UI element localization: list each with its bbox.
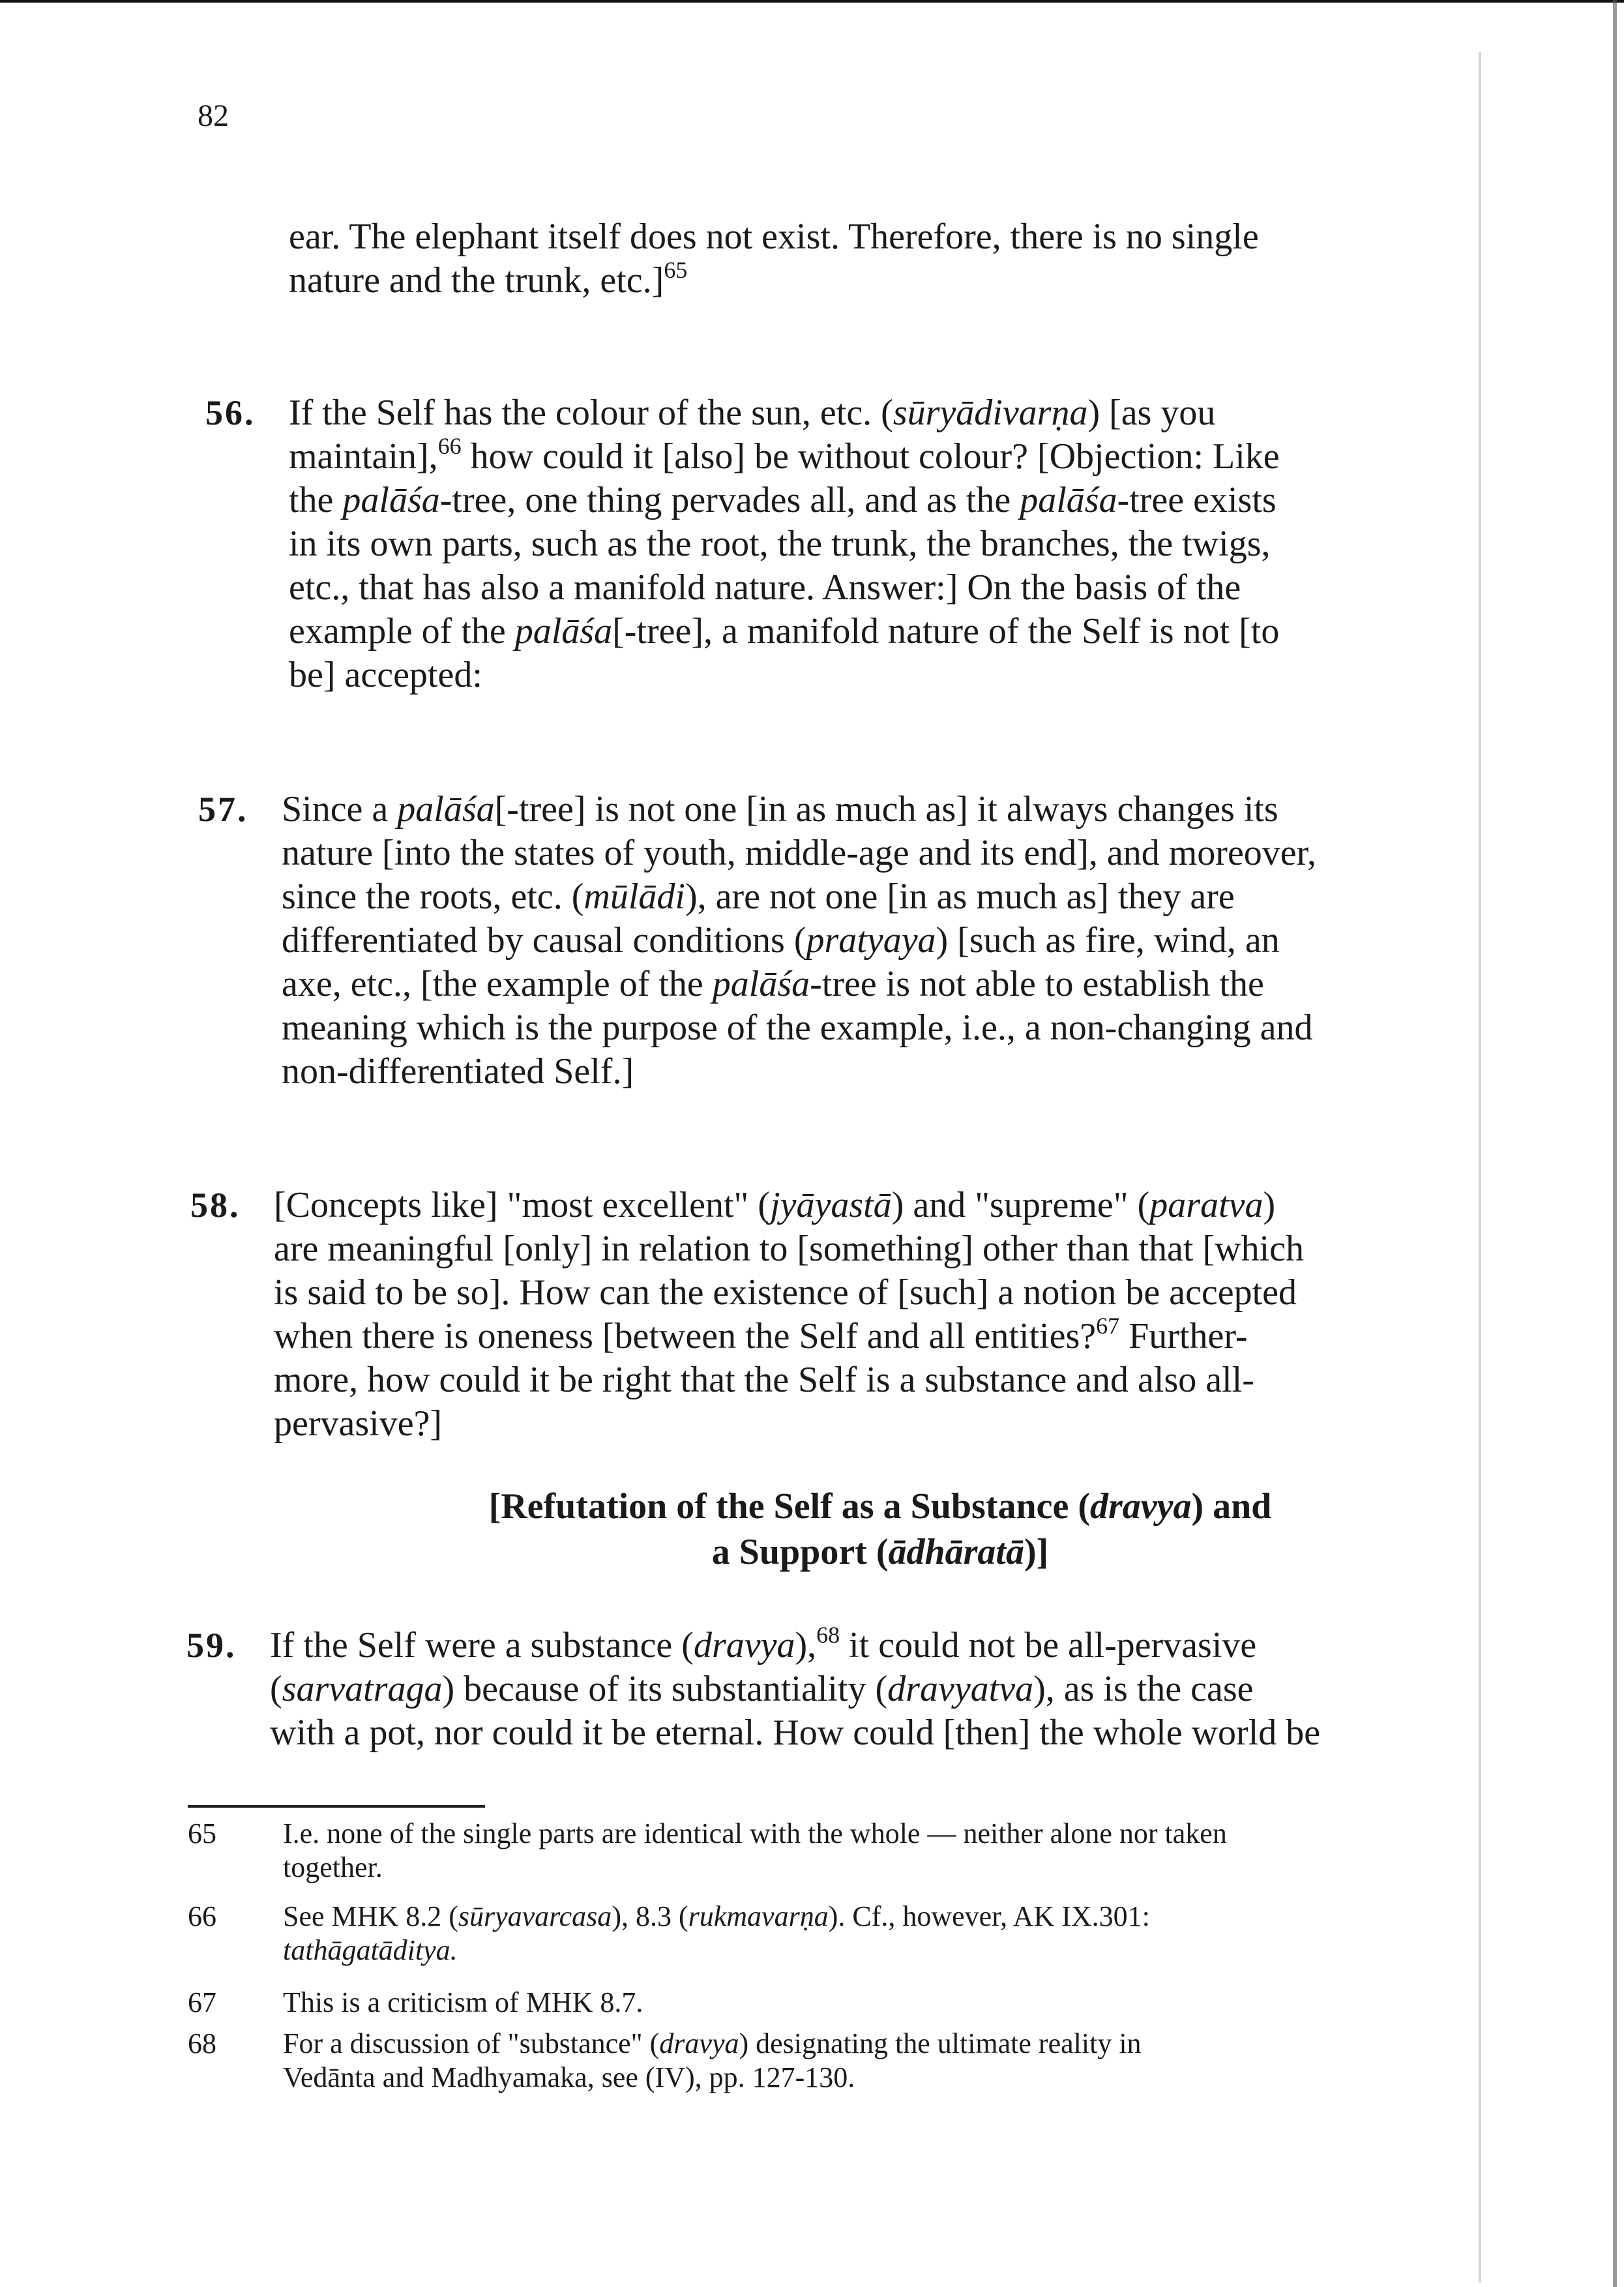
text-line: meaning which is the purpose of the example, i.e., a non-changing and <box>282 1008 1313 1048</box>
footnote-ref[interactable]: 67 <box>1096 1313 1120 1339</box>
footnote-number: 65 <box>188 1817 216 1849</box>
footnote-number: 66 <box>188 1900 216 1932</box>
verse-56 <box>205 391 1358 697</box>
text-line: nature [into the states of youth, middle-age and its end], and moreover, <box>282 833 1317 873</box>
footnote-66: 66 See MHK 8.2 (sūryavarcasa), 8.3 (rukmavarṇa). Cf., however, AK IX.301: tathāgatāditya. <box>188 1900 1150 1966</box>
verse-number: 56. <box>205 393 256 432</box>
text-line: maintain],$^{66}$ how could it [also] be without colour? [Objection: Like <box>289 433 1280 477</box>
footnote-ref[interactable]: 68 <box>816 1622 840 1648</box>
scan-top-border <box>0 0 1624 3</box>
page-number: 82 <box>198 98 229 133</box>
text-line: If the Self has the colour of the sun, etc. (sūryādivarṇa) [as you <box>289 393 1216 433</box>
text-line: non-differentiated Self.] <box>282 1051 634 1092</box>
footnote-68: 68 For a discussion of "substance" (dravya) designating the ultimate reality in Vedānta and Madhyamaka, see (IV), pp. 127-130. <box>188 2027 1142 2093</box>
text-line: more, how could it be right that the Self is a substance and also all- <box>274 1360 1254 1400</box>
text-line: be] accepted: <box>289 655 482 695</box>
text-line: ear. The elephant itself does not exist. Therefore, there is no single <box>289 217 1259 257</box>
heading-line: a Support (ādhāratā)] <box>711 1532 1049 1572</box>
footnote-number: 67 <box>188 1986 216 2018</box>
text-line: etc., that has also a manifold nature. Answer:] On the basis of the <box>289 567 1241 608</box>
text-line: [Concepts like] "most excellent" (jyāyastā) and "supreme" (paratva) <box>274 1185 1276 1225</box>
text-line: is said to be so]. How can the existence of [such] a notion be accepted <box>274 1272 1297 1313</box>
verse-number: 57. <box>198 790 248 829</box>
text-line: are meaningful [only] in relation to [something] other than that [which <box>274 1229 1304 1269</box>
intro-paragraph <box>289 215 1358 303</box>
text-line: example of the palāśa[-tree], a manifold nature of the Self is not [to <box>289 611 1280 651</box>
footnote-ref[interactable]: 65 <box>664 257 688 283</box>
verse-57 <box>198 788 1364 1094</box>
text-line: (sarvatraga) because of its substantiality (dravyatva), as is the case <box>270 1669 1254 1709</box>
footnote-67: 67 This is a criticism of MHK 8.7. <box>188 1986 643 2018</box>
text-line: the palāśa-tree, one thing pervades all, and as the palāśa-tree exists <box>289 480 1277 520</box>
scan-shadow-line <box>1479 52 1481 2282</box>
text-line: differentiated by causal conditions (pratyaya) [such as fire, wind, an <box>282 920 1280 961</box>
text-line: with a pot, nor could it be eternal. How could [then] the whole world be <box>270 1712 1321 1753</box>
text-line: pervasive?] <box>274 1403 443 1444</box>
footnote-65: 65 I.e. none of the single parts are identical with the whole — neither alone nor taken together. <box>188 1817 1227 1883</box>
verse-number: 59. <box>186 1626 237 1665</box>
footnote-number: 68 <box>188 2027 216 2059</box>
text-line: when there is oneness [between the Self and all entities?$^{67}$ Further- <box>274 1313 1248 1356</box>
verse-58 <box>190 1184 1369 1446</box>
verse-number: 58. <box>190 1186 241 1225</box>
text-line: axe, etc., [the example of the palāśa-tree is not able to establish the <box>282 964 1264 1004</box>
verse-59 <box>186 1622 1363 1755</box>
text-line: since the roots, etc. (mūlādi), are not one [in as much as] they are <box>282 876 1235 917</box>
scan-right-edge <box>1613 0 1617 2287</box>
text-line: If the Self were a substance (dravya),$^{68}$ it could not be all-pervasive <box>270 1622 1257 1666</box>
text-line: Since a palāśa[-tree] is not one [in as much as] it always changes its <box>282 789 1278 830</box>
footnote-ref[interactable]: 66 <box>437 433 462 459</box>
text-line: in its own parts, such as the root, the trunk, the branches, the twigs, <box>289 524 1271 564</box>
text-line: nature and the trunk, etc.]$^{65}$ <box>289 257 688 301</box>
footnote-separator <box>188 1805 485 1808</box>
heading-line: [Refutation of the Self as a Substance (dravya) and <box>488 1486 1272 1527</box>
section-heading <box>417 1484 1343 1575</box>
